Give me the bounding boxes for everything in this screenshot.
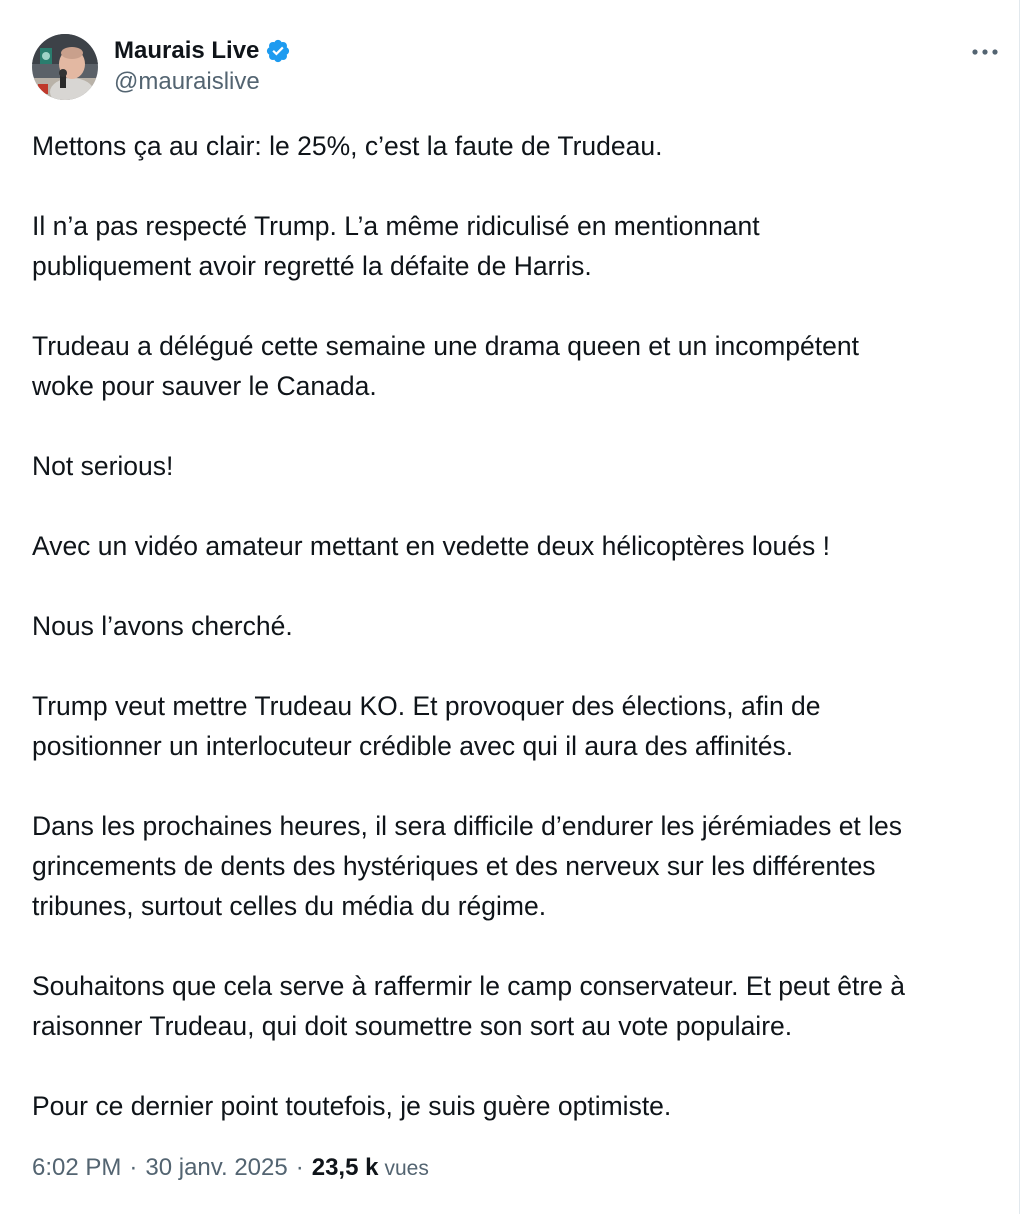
views-label: vues (384, 1157, 429, 1180)
tweet-paragraph: Nous l’avons cherché. (32, 611, 293, 641)
avatar[interactable] (32, 34, 98, 100)
verified-badge-icon[interactable] (265, 38, 291, 64)
tweet-paragraph: Trudeau a délégué cette semaine une drama queen et un incompétent woke pour sauver le Canada. (32, 331, 859, 401)
avatar-photo (32, 34, 98, 100)
tweet-paragraph: Il n’a pas respecté Trump. L’a même ridiculisé en mentionnant publiquement avoir regretté la défaite de Harris. (32, 211, 760, 281)
tweet-paragraph: Pour ce dernier point toutefois, je suis guère optimiste. (32, 1091, 672, 1121)
author-handle[interactable]: @mauraislive (114, 68, 260, 95)
tweet-paragraph: Trump veut mettre Trudeau KO. Et provoquer des élections, afin de positionner un interlocuteur crédible avec qui il aura des affinités. (32, 691, 821, 761)
tweet-paragraph: Souhaitons que cela serve à raffermir le camp conservateur. Et peut être à raisonner Trudeau, qui doit soumettre son sort au vote populaire. (32, 971, 906, 1041)
meta-separator: · (295, 1154, 304, 1181)
tweet-time[interactable]: 6:02 PM (32, 1154, 122, 1181)
tweet-paragraph: Dans les prochaines heures, il sera difficile d’endurer les jérémiades et les grincements de dents des hystériques et des nerveux sur les différentes tribunes, surtout celles du média du régime. (32, 811, 903, 921)
tweet-meta (32, 1154, 429, 1182)
author-display-name[interactable]: Maurais Live (114, 37, 260, 64)
tweet-text (32, 126, 992, 1126)
name-row (114, 36, 291, 66)
tweet-paragraph: Mettons ça au clair: le 25%, c’est la faute de Trudeau. (32, 131, 663, 161)
author-identity (114, 36, 291, 96)
more-horizontal-icon[interactable] (968, 40, 1002, 64)
tweet-paragraph: Avec un vidéo amateur mettant en vedette deux hélicoptères loués ! (32, 531, 830, 561)
tweet-header (32, 32, 1002, 102)
tweet-paragraph: Not serious! (32, 451, 174, 481)
meta-separator: · (129, 1154, 138, 1181)
views-count: 23,5 k (311, 1154, 379, 1181)
tweet-date[interactable]: 30 janv. 2025 (145, 1154, 288, 1181)
